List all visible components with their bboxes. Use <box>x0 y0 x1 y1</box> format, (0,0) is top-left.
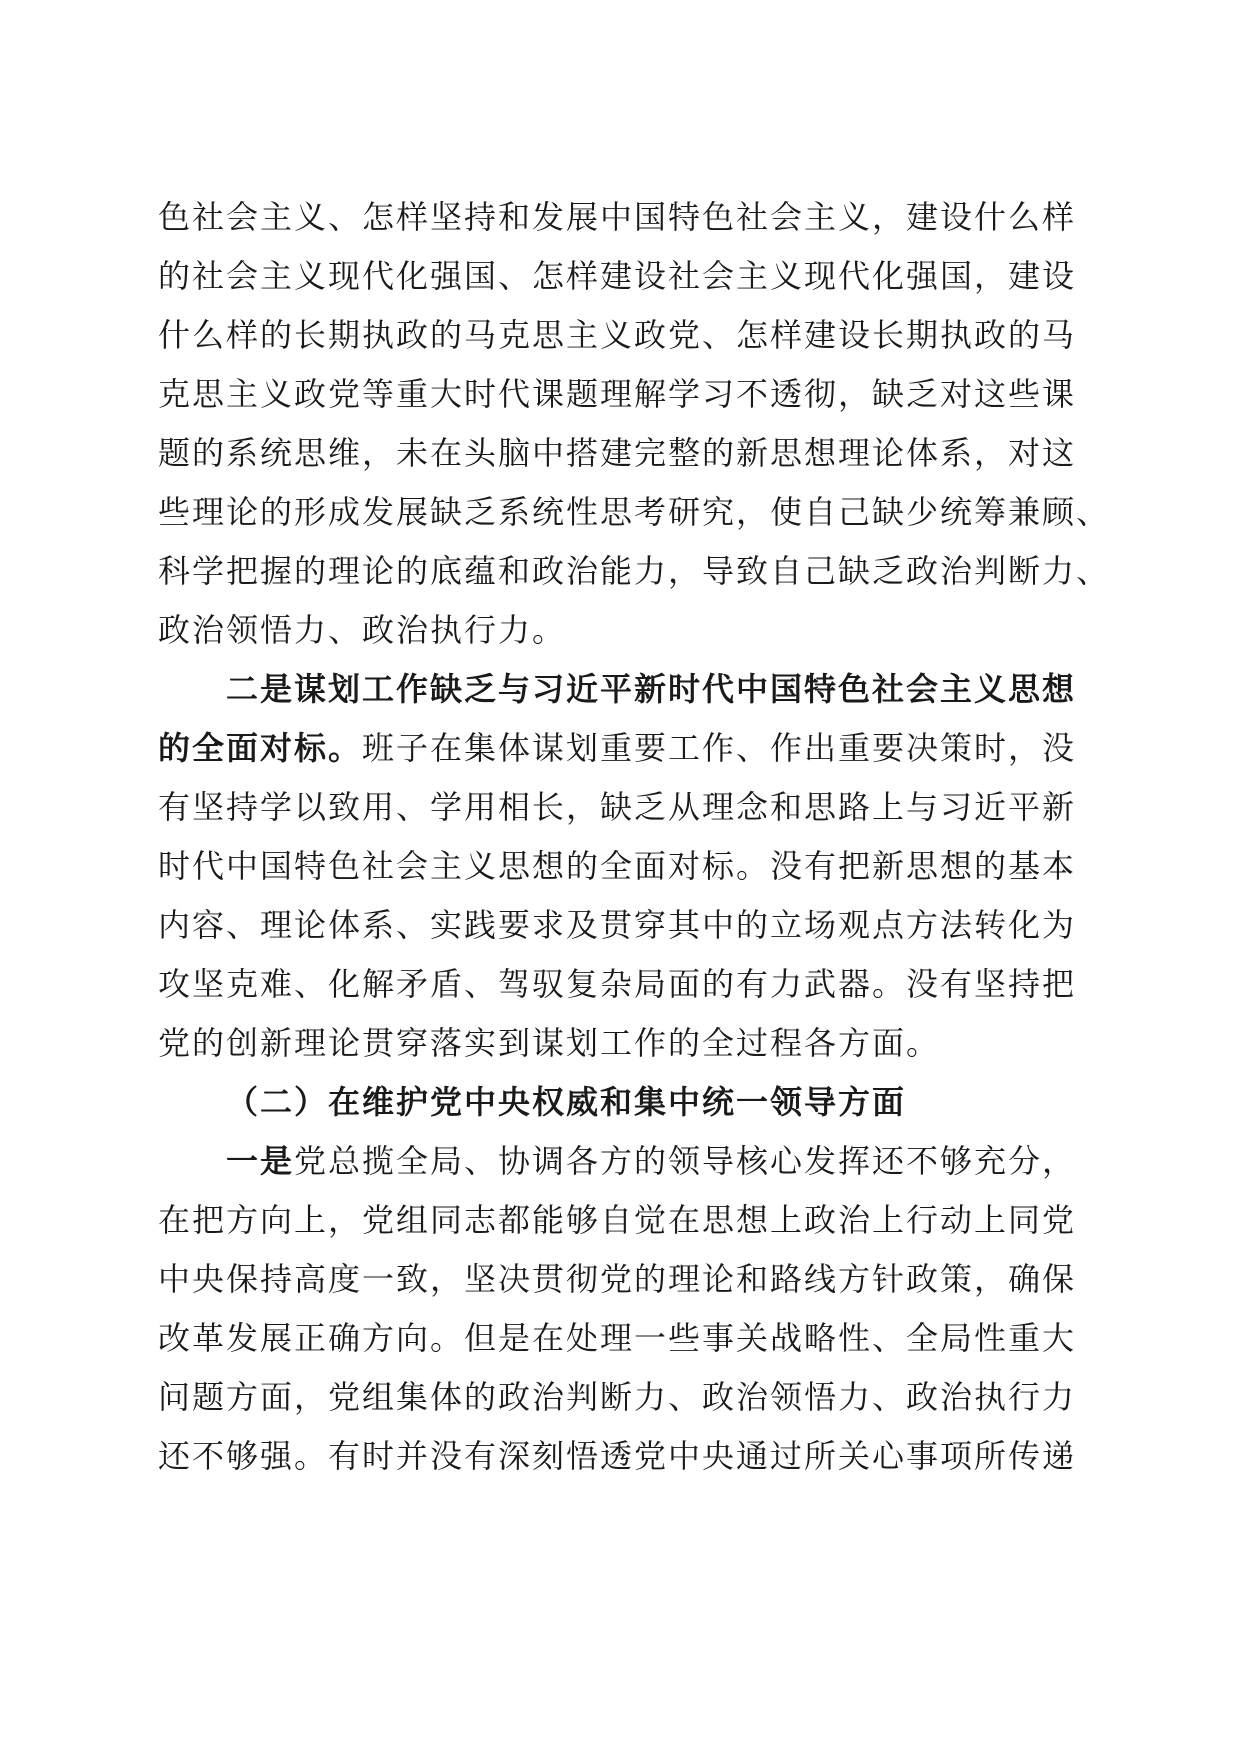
paragraph-planning-work <box>158 660 1077 1073</box>
text-line: 改革发展正确方向。但是在处理一些事关战略性、全局性重大 <box>158 1319 1077 1357</box>
text-line: 问题方面，党组集体的政治判断力、政治领悟力、政治执行力 <box>158 1378 1077 1416</box>
text-line: 什么样的长期执政的马克思主义政党、怎样建设长期执政的马 <box>158 316 1077 354</box>
section-heading <box>158 1073 1068 1132</box>
text-line <box>158 1132 1077 1191</box>
text-line: 克思主义政党等重大时代课题理解学习不透彻，缺乏对这些课 <box>158 375 1077 413</box>
text-line <box>158 660 1077 719</box>
bold-lead-text: 的全面对标。 <box>158 729 363 767</box>
bold-lead-text: 一是 <box>226 1142 295 1180</box>
text-line: 在把方向上，党组同志都能够自觉在思想上政治上行动上同党 <box>158 1201 1077 1239</box>
paragraph-theory-study <box>158 188 1111 660</box>
text-line: 科学把握的理论的底蕴和政治能力，导致自己缺乏政治判断力、 <box>158 552 1111 590</box>
text-line: 党的创新理论贯穿落实到谋划工作的全过程各方面。 <box>158 1024 941 1062</box>
bold-lead-text: 二是谋划工作缺乏与习近平新时代中国特色社会主义思想 <box>226 670 1077 708</box>
text-line: 攻坚克难、化解矛盾、驾驭复杂局面的有力武器。没有坚持把 <box>158 965 1077 1003</box>
text-run: 班子在集体谋划重要工作、作出重要决策时，没 <box>362 729 1077 767</box>
text-line: 还不够强。有时并没有深刻悟透党中央通过所关心事项所传递 <box>158 1437 1077 1475</box>
text-line: 时代中国特色社会主义思想的全面对标。没有把新思想的基本 <box>158 847 1077 885</box>
text-line: 的社会主义现代化强国、怎样建设社会主义现代化强国，建设 <box>158 257 1077 295</box>
text-line: 政治领悟力、政治执行力。 <box>158 611 567 649</box>
text-line: 内容、理论体系、实践要求及贯穿其中的立场观点方法转化为 <box>158 906 1077 944</box>
text-line: 题的系统思维，未在头脑中搭建完整的新思想理论体系，对这 <box>158 434 1077 472</box>
document-body <box>158 188 1111 1486</box>
text-line: 色社会主义、怎样坚持和发展中国特色社会主义，建设什么样 <box>158 198 1077 236</box>
paragraph-party-leadership <box>158 1132 1077 1486</box>
text-line: 有坚持学以致用、学用相长，缺乏从理念和思路上与习近平新 <box>158 788 1077 826</box>
section-heading-text: （二）在维护党中央权威和集中统一领导方面 <box>226 1083 907 1121</box>
text-line: 些理论的形成发展缺乏系统性思考研究，使自己缺少统筹兼顾、 <box>158 493 1111 531</box>
text-run: 党总揽全局、协调各方的领导核心发挥还不够充分， <box>294 1142 1077 1180</box>
text-line: 中央保持高度一致，坚决贯彻党的理论和路线方针政策，确保 <box>158 1260 1077 1298</box>
text-line <box>158 719 1077 778</box>
